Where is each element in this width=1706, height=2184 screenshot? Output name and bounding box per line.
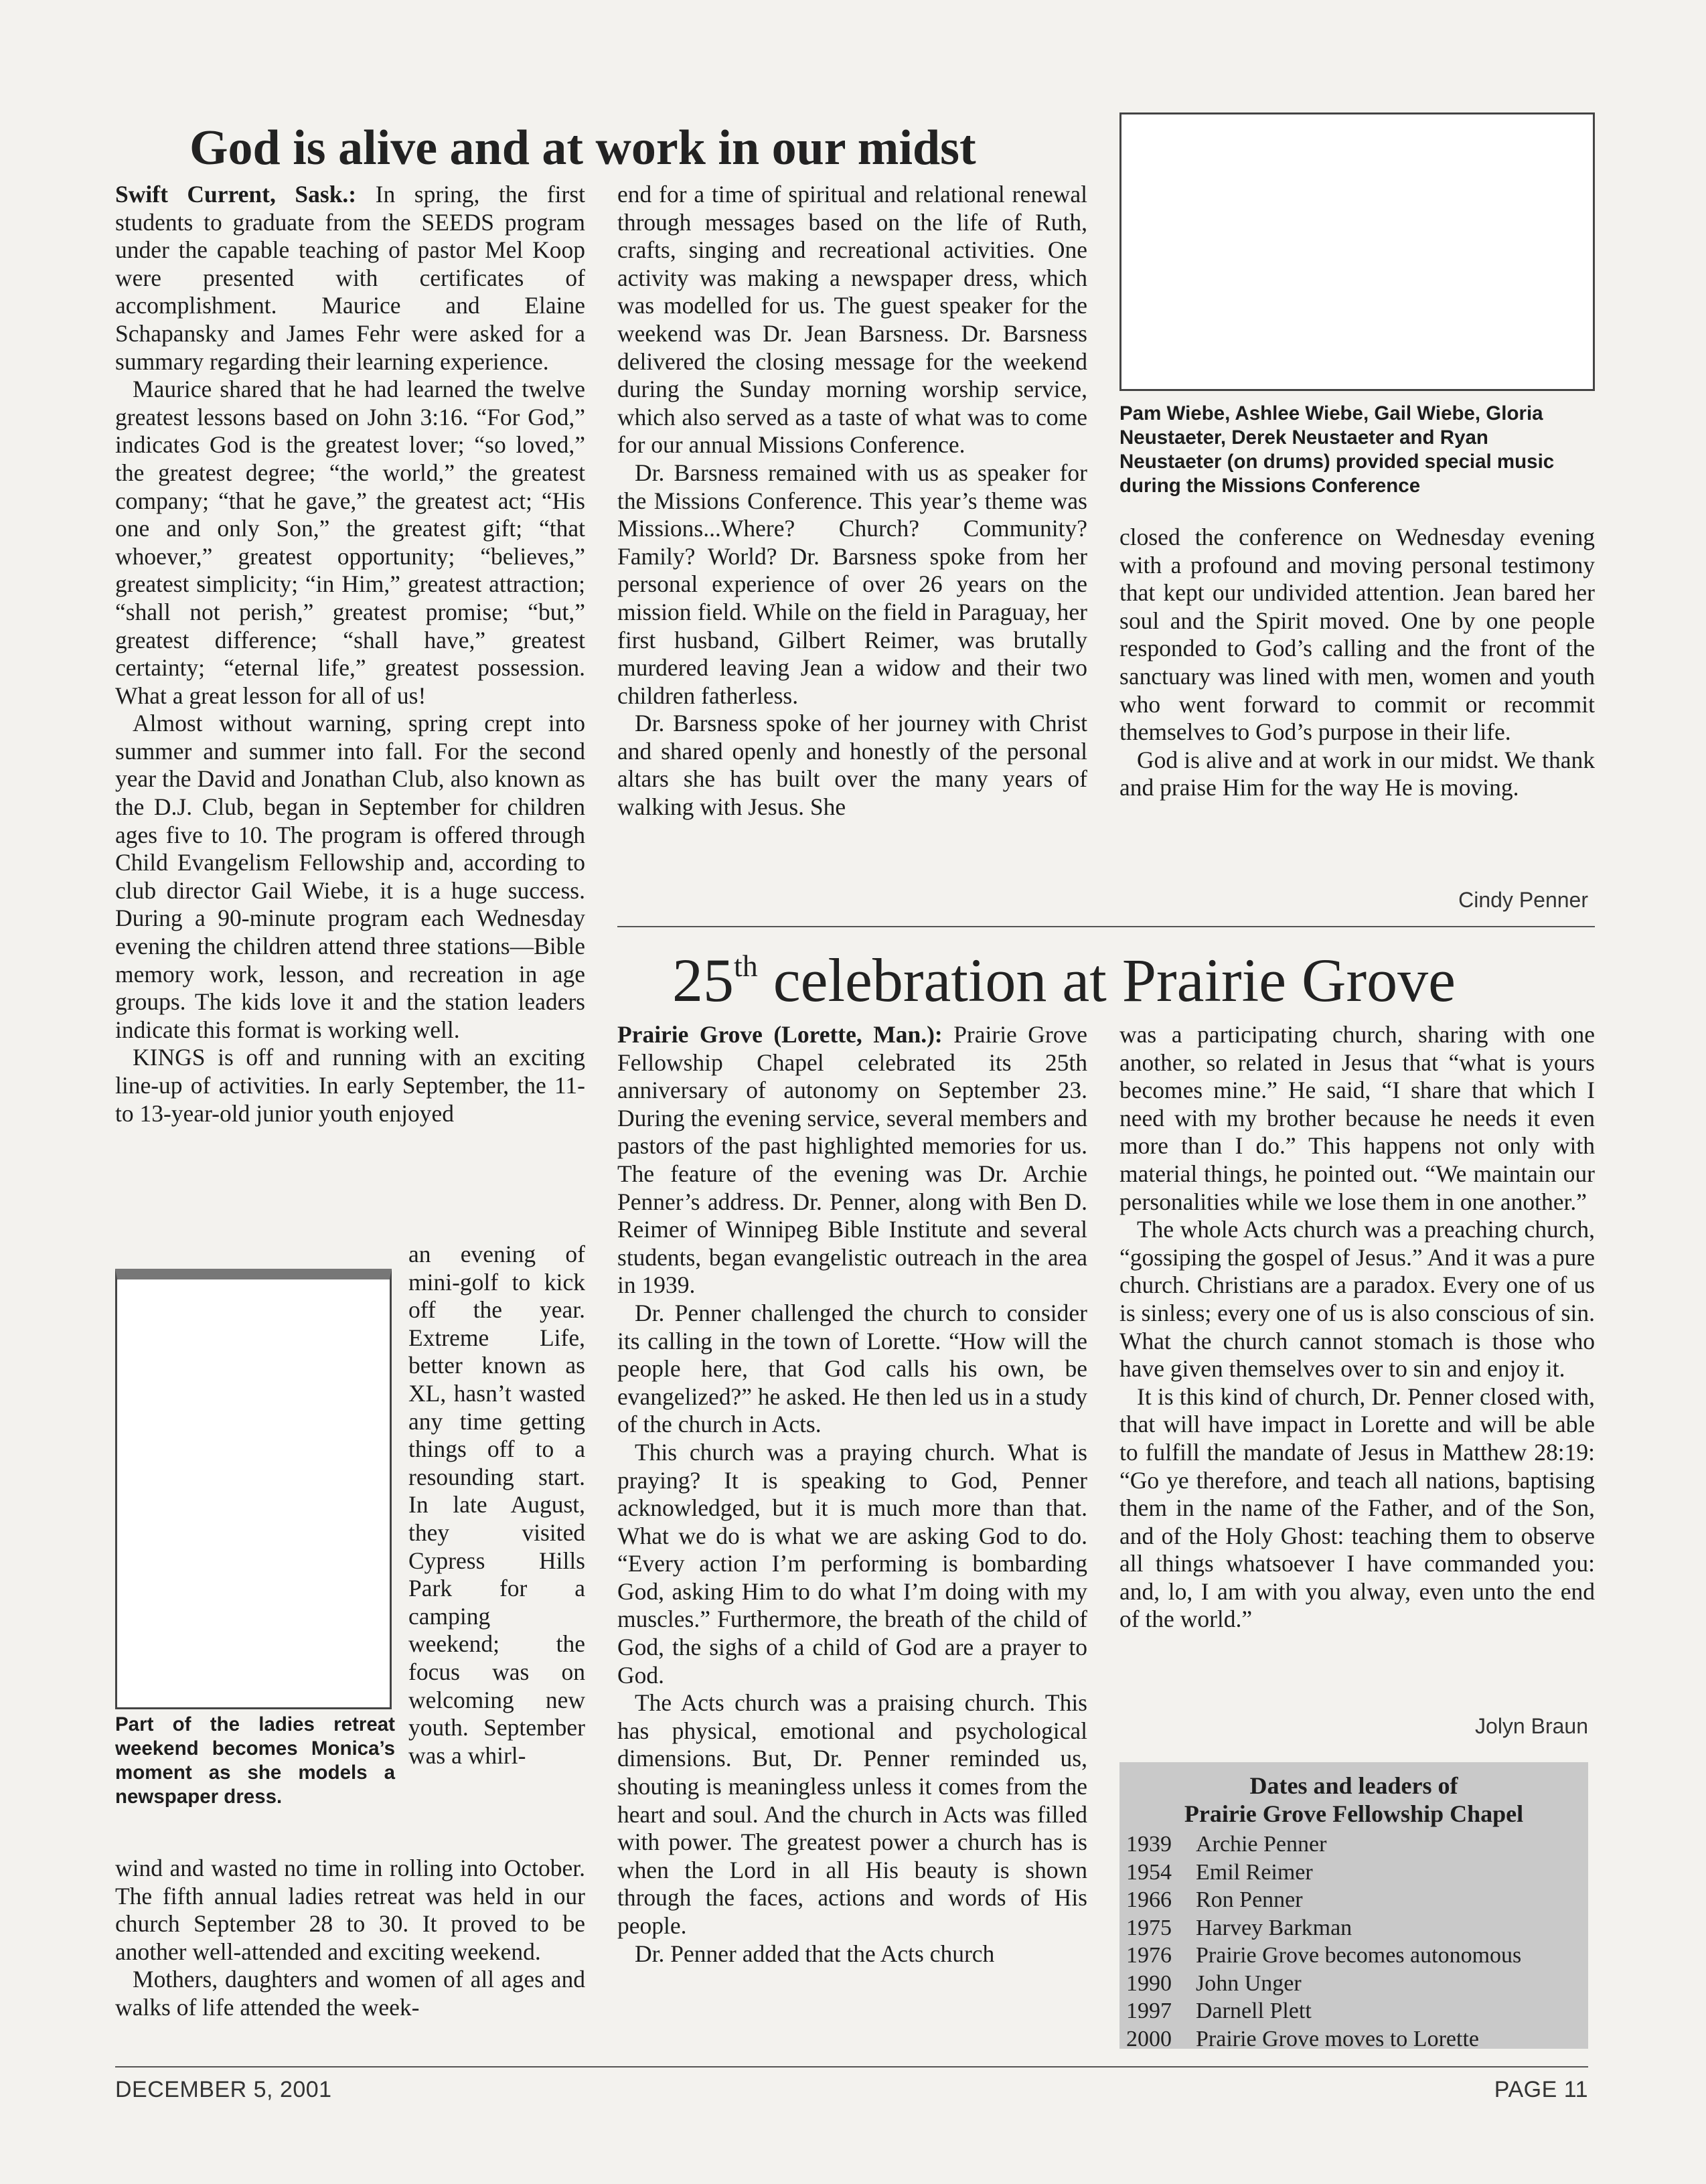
article1-column2 [617,181,1087,917]
sidebar-year: 1990 [1126,1970,1172,1996]
sidebar-entry-text: Prairie Grove becomes autonomous [1196,1943,1522,1968]
article1-paragraph: end for a time of spiritual and relational renewal through messages based on the life of Ruth, crafts, singing and recreational activities. One activity was making a newspaper dress, which was modelled for us. The guest speaker for the weekend was Dr. Jean Barsness. Dr. Barsness delivered the closing message for the weekend during the Sunday morning worship service, which also served as a taste of what was to come for our annual Missions Conference. [617,181,1087,459]
sidebar-title [1119,1762,1588,1828]
ladies-retreat-photo-caption: Part of the ladies retreat weekend becomes Monica’s moment as she models a newspaper dress. [115,1713,395,1808]
missions-conference-photo [1119,112,1595,391]
article2-dateline: Prairie Grove (Lorette, Man.): [617,1021,943,1048]
sidebar-year: 2000 [1126,2026,1172,2051]
sidebar-entry-text: Ron Penner [1196,1887,1303,1912]
article2-paragraph: was a participating church, sharing with one another, so related in Jesus that “what is yours becomes mine.” He said, “I share that which I need with my brother because he needs it even more than I do.” This happens not only with material things, he pointed out. “We maintain our personalities while we lose them in one another.” [1119,1021,1595,1215]
article1-paragraph: an evening of mini-golf to kick off the year. Extreme Life, better known as XL, hasn’t wasted any time getting things off to a resounding start. In late August, they visited Cypress Hills Park for a camping weekend; the focus was on welcoming new youth. September was a whirl- [408,1241,585,1769]
sidebar-list [1119,1830,1588,2053]
sidebar-year: 1997 [1126,1999,1172,2023]
article1-paragraph: In spring, the first students to graduate from the SEEDS program under the capable teaching of pastor Mel Koop were presented with certificates of accomplishment. Maurice and Elaine Schapansky and James Fehr were asked for a summary regarding their learning experience. [115,181,585,375]
article1-column1 [115,181,585,1232]
list-item [1126,1970,1588,1998]
article1-paragraph: wind and wasted no time in rolling into October. The fifth annual ladies retreat was held in our church September 28 to 30. It proved to be another well-attended and exciting weekend. [115,1855,585,1965]
article2-headline-suffix: th [734,949,758,983]
sidebar-year: 1975 [1126,1915,1172,1940]
article1-paragraph: Dr. Barsness remained with us as speaker for the Missions Conference. This year’s theme was Missions...Where? Church? Community? Family? World? Dr. Barsness spoke from her personal experience of over 26 years on the mission field. While on the field in Paraguay, her first husband, Gilbert Reimer, was brutally murdered leaving Jean a widow and their two children fatherless. [617,459,1087,709]
article1-paragraph: Almost without warning, spring crept into summer and summer into fall. For the second year the David and Jonathan Club, also known as the D.J. Club, began in September for children ages five to 10. The program is offered through Child Evangelism Fellowship and, according to club director Gail Wiebe, it is a huge success. During a 90-minute program each Wednesday evening the children attend three stations—Bible memory work, lesson, and recreation in age groups. The kids love it and the station leaders indicate this format is working well. [115,710,585,1043]
article1-paragraph: closed the conference on Wednesday evening with a profound and moving personal testimony that kept our undivided attention. Jean bared her soul and the Spirit moved. One by one people responded to God’s calling and the front of the sanctuary was lined with men, women and youth who went forward to commit or recommit themselves to God’s purpose in their life. [1119,524,1595,746]
list-item [1126,1859,1588,1887]
article2-column2 [617,1021,1087,2052]
article1-column1-bottom [115,1855,585,2049]
article1-paragraph: KINGS is off and running with an exciting line-up of activities. In early September, the 11- to 13-year-old junior youth enjoyed [115,1044,585,1127]
article1-paragraph: Mothers, daughters and women of all ages and walks of life attended the week- [115,1966,585,2021]
list-item [1126,2025,1588,2053]
sidebar-title-line2: Prairie Grove Fellowship Chapel [1184,1800,1524,1827]
article1-headline: God is alive and at work in our midst [189,121,976,175]
sidebar-entry-text: Archie Penner [1196,1832,1327,1857]
article2-headline [672,946,1456,1014]
article2-column3 [1119,1021,1595,1731]
ladies-retreat-photo [115,1269,392,1709]
article2-paragraph: This church was a praying church. What is praying? It is speaking to God, Penner acknowledged, but it is much more than that. What we do is what we are asking God to do. “Every action I’m performing is bombarding God, asking Him to do what I’m doing with my muscles.” Furthermore, the breath of the child of God, the sighs of a child of God are a prayer to God. [617,1438,1087,1689]
leaders-sidebar [1119,1762,1588,2049]
list-item [1126,1942,1588,1970]
article2-paragraph: The Acts church was a praising church. This has physical, emotional and psychological dimensions. But, Dr. Penner reminded us, shouting is meaningless unless it comes from the heart and soul. And the church in Acts was filled with power. The greatest power a church has is when the Lord in all His beauty is shown through the faces, actions and words of His people. [617,1689,1087,1939]
list-item [1126,1886,1588,1914]
missions-conference-photo-caption: Pam Wiebe, Ashlee Wiebe, Gail Wiebe, Gloria Neustaeter, Derek Neustaeter and Ryan Neustaeter (on drums) provided special music during the Missions Conference [1119,402,1555,497]
article2-headline-text: celebration at Prairie Grove [757,946,1456,1014]
footer-rule [115,2066,1588,2068]
article-divider [617,926,1595,927]
sidebar-year: 1939 [1126,1832,1172,1857]
article1-byline: Cindy Penner [1458,888,1588,912]
sidebar-entry-text: John Unger [1196,1970,1302,1996]
article1-column3 [1119,524,1595,899]
sidebar-year: 1966 [1126,1887,1172,1912]
article1-paragraph: Dr. Barsness spoke of her journey with Christ and shared openly and honestly of the personal altars she has built over the many years of walking with Jesus. She [617,710,1087,821]
list-item [1126,1997,1588,2025]
article1-paragraph: God is alive and at work in our midst. We thank and praise Him for the way He is moving. [1119,746,1595,801]
list-item [1126,1914,1588,1942]
list-item [1126,1830,1588,1859]
sidebar-entry-text: Emil Reimer [1196,1859,1313,1885]
article2-headline-number: 25 [672,946,734,1014]
sidebar-entry-text: Harvey Barkman [1196,1915,1352,1940]
article1-narrow-column [408,1241,585,1937]
footer-date: DECEMBER 5, 2001 [115,2077,332,2102]
article1-paragraph: Maurice shared that he had learned the twelve greatest lessons based on John 3:16. “For God,” indicates God is the greatest lover; “so loved,” the greatest degree; “the world,” the greatest company; “that he gave,” the greatest act; “His one and only Son,” the greatest gift; “that whoever,” greatest opportunity; “believes,” greatest simplicity; “in Him,” greatest attraction; “shall not perish,” greatest promise; “but,” greatest difference; “shall have,” greatest certainty; “eternal life,” greatest possession. What a great lesson for all of us! [115,376,585,709]
article2-paragraph: It is this kind of church, Dr. Penner closed with, that will have impact in Lorette and will be able to fulfill the mandate of Jesus in Matthew 28:19: “Go ye therefore, and teach all nations, baptising them in the name of the Father, and of the Son, and of the Holy Ghost: teaching them to observe all things whatsoever I have commanded you: and, lo, I am with you alway, even unto the end of the world.” [1119,1383,1595,1633]
article2-paragraph: The whole Acts church was a preaching church, “gossiping the gospel of Jesus.” And it was a pure church. Christians are a paradox. Every one of us is sinless; every one of us is also conscious of sin. What the church cannot stomach is those who have given themselves over to sin and enjoy it. [1119,1216,1595,1383]
article2-byline: Jolyn Braun [1475,1714,1588,1738]
sidebar-title-line1: Dates and leaders of [1249,1772,1458,1799]
sidebar-year: 1954 [1126,1859,1172,1885]
article2-paragraph: Dr. Penner challenged the church to consider its calling in the town of Lorette. “How will the people here, that God calls his own, be evangelized?” he asked. He then led us in a study of the church in Acts. [617,1299,1087,1438]
sidebar-entry-text: Prairie Grove moves to Lorette [1196,2026,1479,2051]
footer-page-number: PAGE 11 [1494,2077,1588,2102]
article2-paragraph: Dr. Penner added that the Acts church [635,1940,995,1967]
article1-dateline: Swift Current, Sask.: [115,181,357,208]
article2-paragraph: Prairie Grove Fellowship Chapel celebrated its 25th anniversary of autonomy on September 23. During the evening service, several members and pastors of the past highlighted memories for us. The feature of the evening was Dr. Archie Penner’s address. Dr. Penner, along with Ben D. Reimer of Winnipeg Bible Institute and several students, began evangelistic outreach in the area in 1939. [617,1021,1087,1299]
sidebar-entry-text: Darnell Plett [1196,1999,1312,2023]
sidebar-year: 1976 [1126,1943,1172,1968]
